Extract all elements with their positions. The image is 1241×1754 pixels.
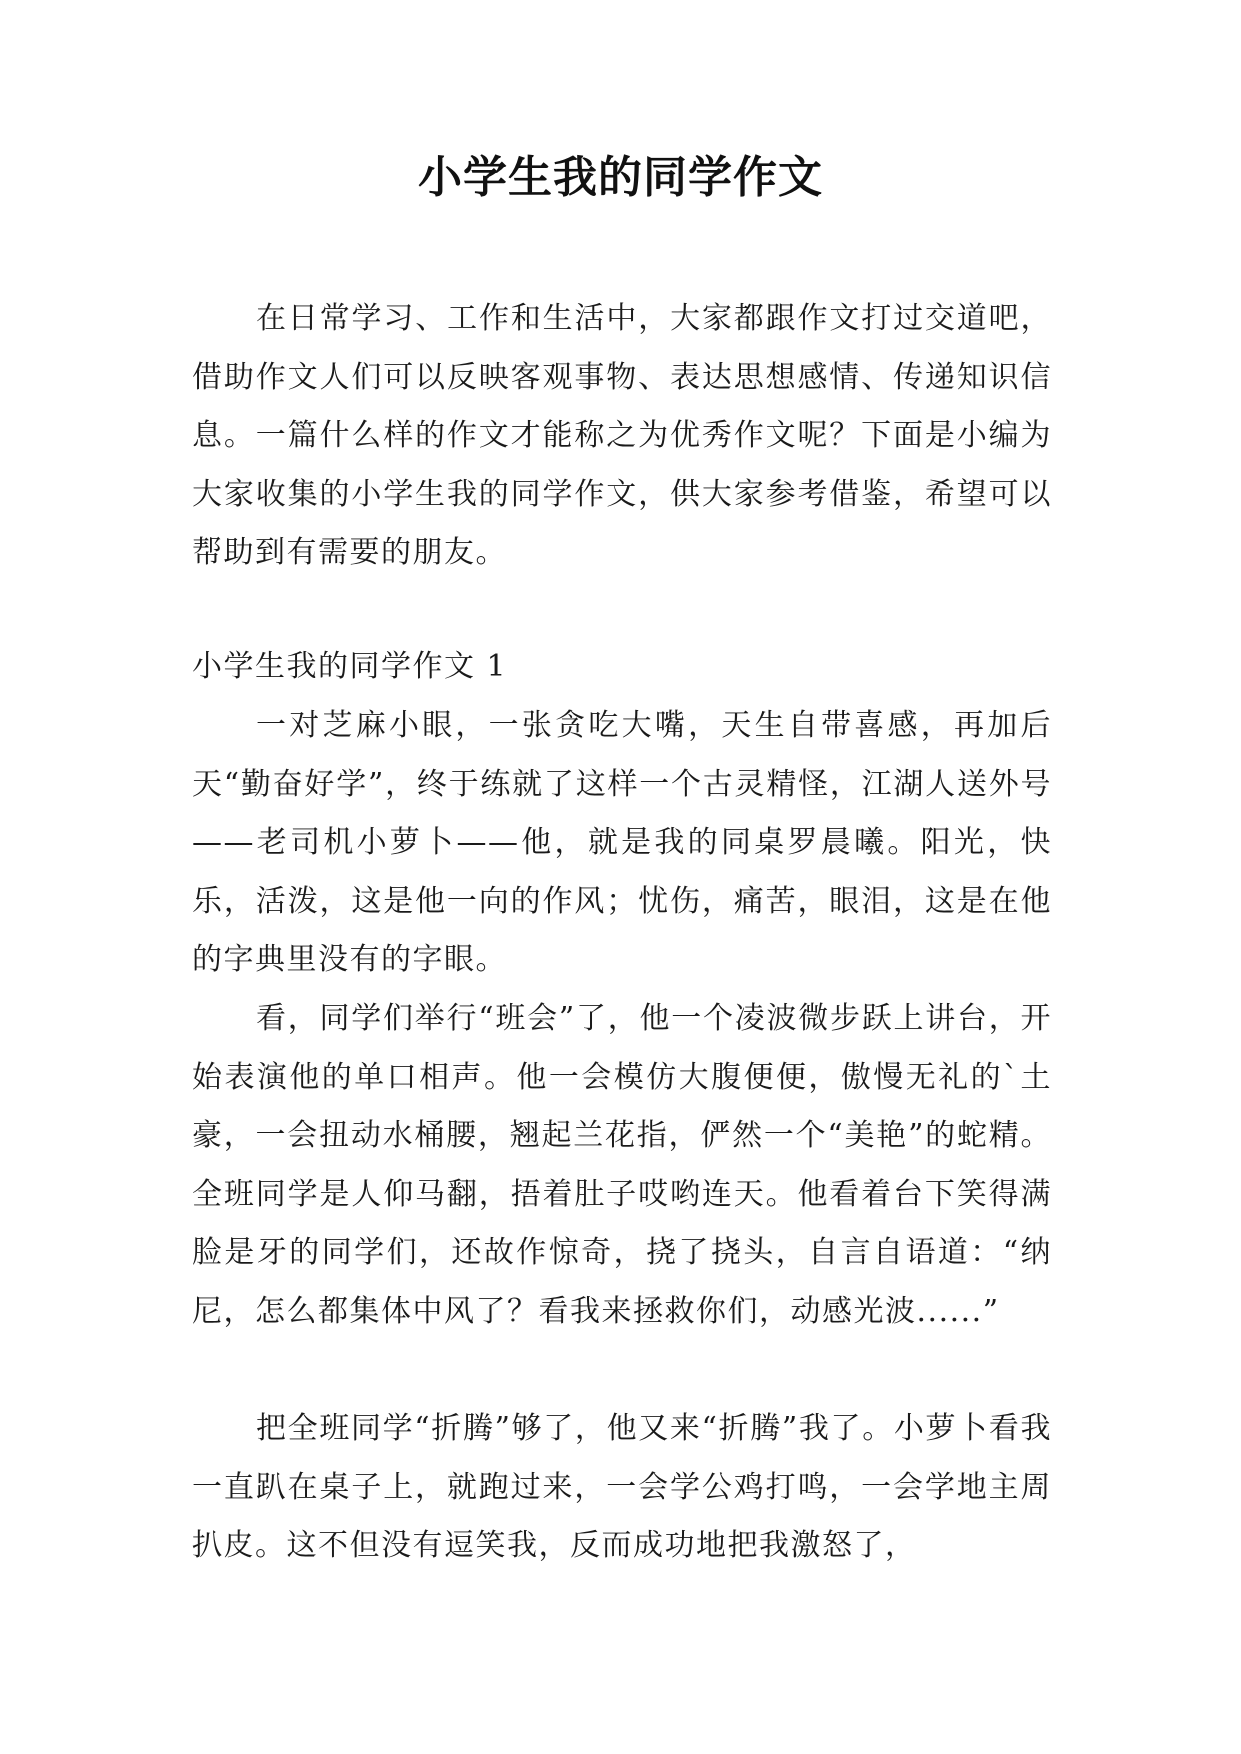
essay-paragraph-2: 看，同学们举行“班会”了，他一个凌波微步跃上讲台，开始表演他的单口相声。他一会模仿大腹便便，傲慢无礼的`土豪，一会扭动水桶腰，翘起兰花指，俨然一个“美艳”的蛇精。全班同学是人仰马翻，捂着肚子哎哟连天。他看着台下笑得满脸是牙的同学们，还故作惊奇，挠了挠头，自言自语道：“纳尼，怎么都集体中风了？看我来拯救你们，动感光波......” xyxy=(192,1001,1052,1329)
document-title: 小学生我的同学作文 xyxy=(418,152,823,203)
intro-paragraph: 在日常学习、工作和生活中，大家都跟作文打过交道吧，借助作文人们可以反映客观事物、表达思想感情、传递知识信息。一篇什么样的作文才能称之为优秀作文呢？下面是小编为大家收集的小学生我的同学作文，供大家参考借鉴，希望可以帮助到有需要的朋友。 xyxy=(192,301,1052,570)
essay-paragraph-3: 把全班同学“折腾”够了，他又来“折腾”我了。小萝卜看我一直趴在桌子上，就跑过来，一会学公鸡打鸣，一会学地主周扒皮。这不但没有逗笑我，反而成功地把我激怒了， xyxy=(192,1411,1052,1563)
section-heading: 小学生我的同学作文 1 xyxy=(192,649,508,684)
essay-paragraph-1: 一对芝麻小眼，一张贪吃大嘴，天生自带喜感，再加后天“勤奋好学”，终于练就了这样一个古灵精怪，江湖人送外号——老司机小萝卜——他，就是我的同桌罗晨曦。阳光，快乐，活泼，这是他一向的作风；忧伤，痛苦，眼泪，这是在他的字典里没有的字眼。 xyxy=(192,708,1052,977)
